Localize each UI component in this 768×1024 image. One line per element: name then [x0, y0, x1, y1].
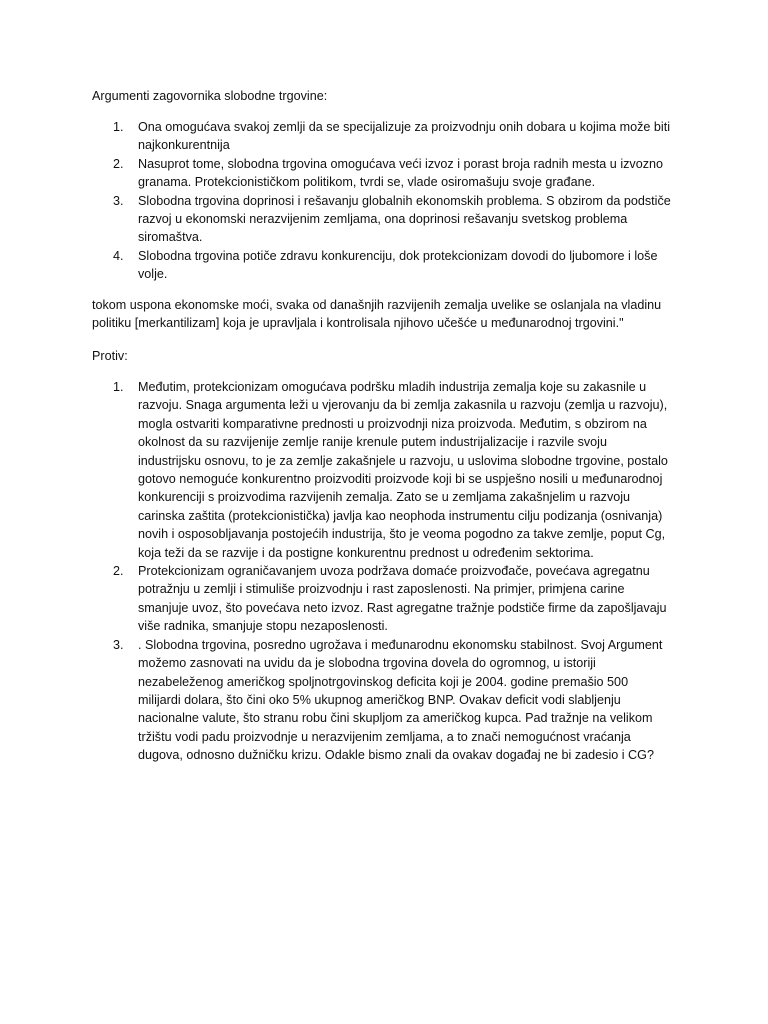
list-item — [92, 562, 672, 636]
list-item — [92, 378, 672, 562]
list-item-number: 1. — [113, 380, 124, 394]
list-item — [92, 636, 672, 765]
quote-paragraph: tokom uspona ekonomske moći, svaka od današnjih razvijenih zemalja uvelike se oslanjala na vladinu politiku [merkantilizam] koja je upravljala i kontrolisala njihovo učešće u međunarodnoj trgovini." — [92, 298, 662, 331]
list-item-number: 3. — [113, 637, 124, 652]
list-item — [92, 155, 672, 192]
list-item-text: Međutim, protekcionizam omogućava podršku mladih industrija zemalja koje su zakasnile u razvoju. Snaga argumenta leži u vjerovanju da bi zemlja zakasnila u razvoju (zemlja u razvoju), mogla ostvariti komparativne prednosti u proizvodnji niza proizvoda. Međutim, s obzirom na okolnost da su razvijenije zemlje ranije krenule putem industrijalizacije i razvile svoju industrijsku osnovu, to je za zemlje zakašnjele u razvoju, u uslovima slobodne trgovine, postalo gotovo nemoguće konkurentno proizvoditi proizvode koji bi se uspješno nosili u međunarodnoj konkurenciji s proizvodima razvijenih zemalja. Zato se u zemljama zakašnjelim u razvoju carinska zaštita (protekcionistička) javlja kao neophoda instrumentu cilju podizanja (osnivanja) novih i osposobljavanja postojećih industrija, što je veoma pogodno za takve zemlje, poput Cg, koja teži da se razvije i da postigne konkurentnu prednost u određenim sektorima. — [138, 380, 668, 560]
contra-heading: Protiv: — [92, 349, 128, 363]
list-item-number: 3. — [113, 193, 124, 208]
pro-heading: Argumenti zagovornika slobodne trgovine: — [92, 89, 328, 103]
list-item — [92, 247, 672, 284]
list-item — [92, 192, 672, 247]
list-item-number: 1. — [113, 120, 124, 134]
list-item-number: 4. — [113, 248, 124, 263]
list-item — [92, 118, 672, 155]
list-item-text: Slobodna trgovina potiče zdravu konkurenciju, dok protekcionizam dovodi do ljubomore i loše volje. — [138, 248, 658, 282]
list-item-text: Ona omogućava svakoj zemlji da se specijalizuje za proizvodnju onih dobara u kojima može biti najkonkurentnija — [138, 120, 671, 153]
list-item-text: Protekcionizam ograničavanjem uvoza podržava domaće proizvođače, povećava agregatnu potražnju u zemlji i stimuliše proizvodnju i rast zaposlenosti. Na primjer, primjena carine smanjuje uvoz, što povećava neto izvoz. Rast agregatne tražnje podstiče firme da zapošljavaju više radnika, smanjuje stopu nezaposlenosti. — [138, 564, 667, 634]
list-item-number: 2. — [113, 156, 124, 171]
contra-arguments-list — [92, 378, 672, 765]
pro-arguments-list — [92, 118, 672, 284]
list-item-number: 2. — [113, 564, 124, 579]
list-item-text: . Slobodna trgovina, posredno ugrožava i međunarodnu ekonomsku stabilnost. Svoj Argument možemo zasnovati na uvidu da je slobodna trgovina dovela do ogromnog, u istoriji nezabeleženog američkog spoljnotrgovinskog deficita koji je 2004. godine premašio 500 milijardi dolara, što čini oko 5% ukupnog američkog BNP. Ovakav deficit vodi slabljenju nacionalne valute, što stranu robu čini skupljom za američkog kupca. Pad tražnje na velikom tržištu vodi padu proizvodnje u nerazvijenim zemljama, a to znači nemogućnost vraćanja dugova, odnosno dužničku krizu. Odakle bismo znali da ovakav događaj ne bi zadesio i CG? — [138, 637, 663, 763]
list-item-text: Slobodna trgovina doprinosi i rešavanju globalnih ekonomskih problema. S obzirom da podstiče razvoj u ekonomski nerazvijenim zemljama, ona doprinosi rešavanju svetskog problema siromaštva. — [138, 193, 671, 245]
list-item-text: Nasuprot tome, slobodna trgovina omogućava veći izvoz i porast broja radnih mesta u izvozno granama. Protekcionističkom politikom, tvrdi se, vlade osiromašuju svoje građane. — [138, 156, 664, 190]
